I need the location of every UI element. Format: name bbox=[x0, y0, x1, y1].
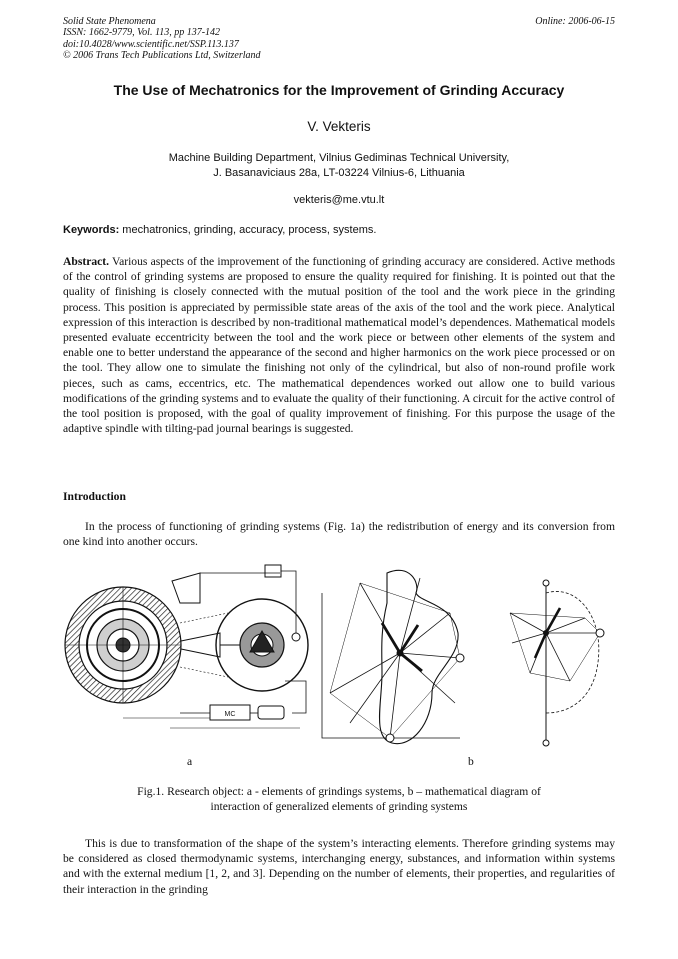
author-affiliation bbox=[40, 151, 638, 181]
paper-title: The Use of Mechatronics for the Improvement of Grinding Accuracy bbox=[113, 82, 565, 98]
journal-doi: doi:10.4028/www.scientific.net/SSP.113.137 bbox=[63, 38, 239, 50]
caption-line-2: interaction of generalized elements of grinding systems bbox=[210, 800, 468, 814]
affiliation-line-2: J. Basanaviciaus 28a, LT-03224 Vilnius-6, Lithuania bbox=[213, 167, 465, 179]
figure-1 bbox=[60, 563, 620, 763]
abstract-label: Abstract. bbox=[63, 255, 110, 268]
figure-caption bbox=[63, 784, 615, 814]
diagram-b-vector-diagram bbox=[510, 580, 604, 746]
abstract bbox=[63, 254, 615, 436]
diagram-b-interaction bbox=[322, 570, 464, 743]
keywords-text: mechatronics, grinding, accuracy, process, systems. bbox=[119, 224, 377, 236]
caption-line-1: Fig.1. Research object: a - elements of grindings systems, b – mathematical diagram of bbox=[137, 785, 541, 798]
journal-copyright: © 2006 Trans Tech Publications Ltd, Switzerland bbox=[63, 50, 261, 62]
abstract-text: Various aspects of the improvement of the functioning of grinding accuracy are considered. Active methods of the control of grinding systems are proposed to ensure the quality required for finishing. It is pointed out that the quality of finishing is closely connected with the mutual position of the tool and the work piece in the grinding process. This position is appreciated by permissible state areas of the axis of the tool and the work piece. Analytical expression of this interaction is described by non-traditional mathematical model’s dependences. Mathematical models presented evaluate eccentricity between the tool and the work piece or between other elements of the system and enable one to better understand the appearance of the second and higher harmonics on the work piece processed or on the tool. They allow one to simulate the finishing not only of the cylindrical, but also of non-round profile work pieces, such as cams, eccentrics, etc. The mathematical dependences worked out allow one to build various modifications of the grinding systems and to evaluate the quality of their functioning. A circuit for the active control of the tool position is proposed, with the goal of quality improvement of finishing. For this purpose the usage of the adaptive spindle with tilting-pad journal bearings is suggested. bbox=[63, 255, 615, 436]
author-email: vekteris@me.vtu.lt bbox=[293, 194, 385, 206]
diagram-a-box-label: MC bbox=[224, 711, 236, 718]
intro-paragraph-2: This is due to transformation of the shape of the system’s interacting elements. Therefore grinding systems may be considered as closed thermodynamic systems, interchanging energy, substances, and information within systems and with the external medium [1, 2, and 3]. Depending on the number of elements, their properties, and regularities of their interaction in the grinding bbox=[63, 837, 615, 896]
keywords-label: Keywords: bbox=[63, 224, 120, 236]
keywords bbox=[63, 224, 615, 236]
affiliation-line-1: Machine Building Department, Vilnius Gediminas Technical University, bbox=[168, 152, 510, 164]
diagram-a-grinding-system bbox=[65, 565, 308, 728]
section-heading-introduction: Introduction bbox=[63, 490, 126, 503]
intro-paragraph-1: In the process of functioning of grinding systems (Fig. 1a) the redistribution of energy and its conversion from one kind into another occurs. bbox=[63, 520, 615, 549]
journal-name: Solid State Phenomena bbox=[63, 16, 156, 27]
online-date: Online: 2006-06-15 bbox=[535, 16, 615, 27]
paper-author: V. Vekteris bbox=[307, 119, 371, 134]
journal-issn: ISSN: 1662-9779, Vol. 113, pp 137-142 bbox=[63, 27, 221, 39]
journal-header bbox=[63, 16, 615, 62]
figure-label-a: a bbox=[187, 755, 193, 768]
figure-label-b: b bbox=[468, 755, 474, 768]
